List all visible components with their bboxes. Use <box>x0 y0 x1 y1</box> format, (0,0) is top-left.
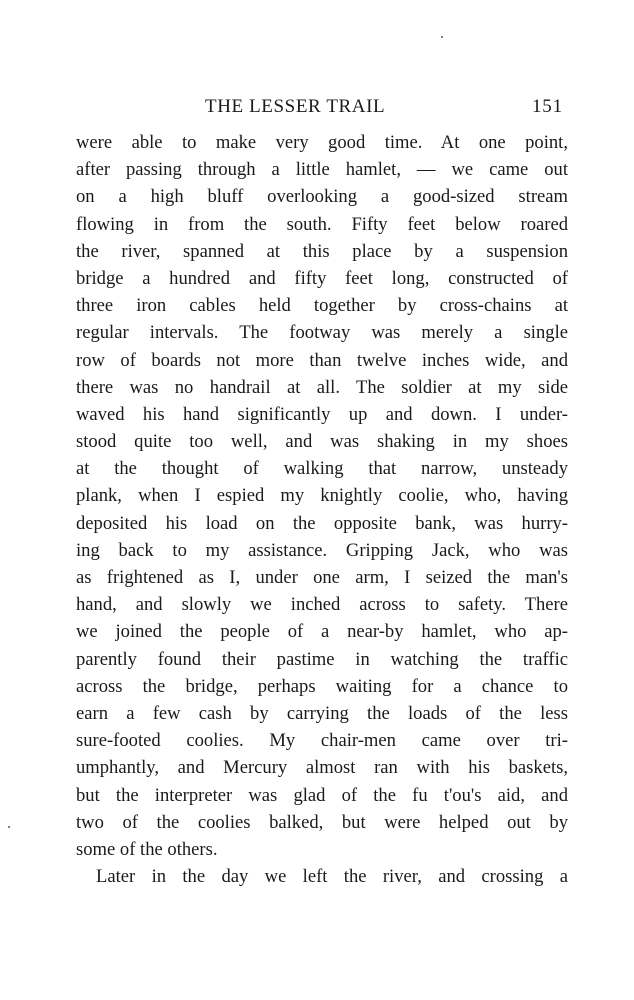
text-line: at the thought of walking that narrow, unsteady <box>76 458 568 480</box>
text-line: bridge a hundred and fifty feet long, constructed of <box>76 267 568 289</box>
text-line: sure-footed coolies. My chair-men came over tri- <box>76 730 568 752</box>
text-line: flowing in from the south. Fifty feet below roared <box>76 213 568 235</box>
text-line: row of boards not more than twelve inches wide, and <box>76 349 568 371</box>
text-line: plank, when I espied my knightly coolie, who, having <box>76 485 568 507</box>
text-line: the river, spanned at this place by a suspension <box>76 240 568 262</box>
text-line: ing back to my assistance. Gripping Jack, who was <box>76 539 568 561</box>
text-line: three iron cables held together by cross-chains at <box>76 295 568 317</box>
running-head: THE LESSER TRAIL <box>205 96 386 117</box>
text-line: on a high bluff overlooking a good-sized stream <box>76 186 568 208</box>
page-header <box>0 92 634 122</box>
text-line: hand, and slowly we inched across to safety. There <box>76 594 568 616</box>
text-line: parently found their pastime in watching the traffic <box>76 648 568 670</box>
page-number: 151 <box>532 96 563 117</box>
text-line: earn a few cash by carrying the loads of the less <box>76 702 568 724</box>
text-line: two of the coolies balked, but were helped out by <box>76 811 568 833</box>
paragraph-end-line: some of the others. <box>76 838 218 860</box>
text-line: across the bridge, perhaps waiting for a chance to <box>76 675 568 697</box>
text-line: stood quite too well, and was shaking in my shoes <box>76 431 568 453</box>
text-line: were able to make very good time. At one point, <box>76 132 568 153</box>
text-line: regular intervals. The footway was merely a single <box>76 322 568 344</box>
text-line: after passing through a little hamlet, — we came out <box>76 159 568 181</box>
body-text <box>76 129 568 890</box>
scan-speck <box>8 826 10 828</box>
text-line: umphantly, and Mercury almost ran with his baskets, <box>76 757 568 779</box>
text-line: deposited his load on the opposite bank, was hurry- <box>76 512 568 534</box>
scan-speck <box>441 36 443 38</box>
text-line: but the interpreter was glad of the fu t'ou's aid, and <box>76 784 568 806</box>
text-line: we joined the people of a near-by hamlet, who ap- <box>76 621 568 643</box>
paragraph-start-line: Later in the day we left the river, and crossing a <box>96 866 568 888</box>
text-line: as frightened as I, under one arm, I seized the man's <box>76 567 568 588</box>
text-line: waved his hand significantly up and down. I under- <box>76 403 568 425</box>
text-line: there was no handrail at all. The soldier at my side <box>76 376 568 398</box>
